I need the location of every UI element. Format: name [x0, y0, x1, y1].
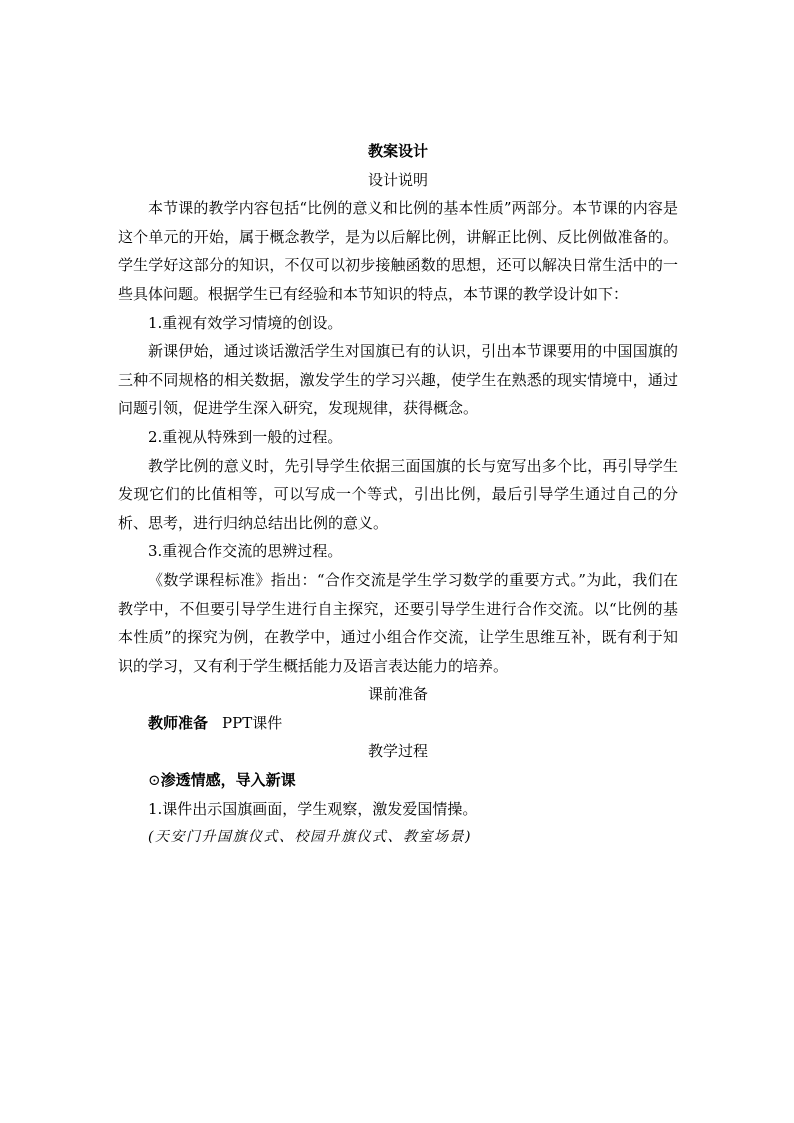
document-page	[118, 137, 678, 852]
point-3-paragraph: 《数学课程标准》指出：“合作交流是学生学习数学的重要方式。”为此，我们在教学中，不但要引导学生进行自主探究，还要引导学生进行合作交流。以“比例的基本性质”的探究为例，在教学中，通过小组合作交流，让学生思维互补，既有利于知识的学习，又有利于学生概括能力及语言表达能力的培养。	[118, 570, 678, 675]
intro-paragraph: 本节课的教学内容包括“比例的意义和比例的基本性质”两部分。本节课的内容是这个单元的开始，属于概念教学，是为以后解比例，讲解正比例、反比例做准备的。学生学好这部分的知识，不仅可以初步接触函数的思想，还可以解决日常生活中的一些具体问题。根据学生已有经验和本节知识的特点，本节课的教学设计如下：	[118, 199, 678, 303]
section-heading-process: 教学过程	[367, 742, 428, 761]
point-2-paragraph: 教学比例的意义时，先引导学生依据三面国旗的长与宽写出多个比，再引导学生发现它们的比值相等，可以写成一个等式，引出比例，最后引导学生通过自己的分析、思考，进行归纳总结出比例的意义。	[118, 456, 678, 532]
section-heading-preparation: 课前准备	[367, 685, 428, 704]
step-1-line: 1.课件出示国旗画面，学生观察，激发爱国情操。	[148, 799, 478, 818]
preparation-value: PPT课件	[222, 713, 283, 732]
step-heading	[118, 766, 678, 795]
point-1-title: 1.重视有效学习情境的创设。	[148, 313, 343, 332]
point-2-title: 2.重视从特殊到一般的过程。	[148, 427, 343, 446]
document-title: 教案设计	[367, 142, 428, 160]
preparation-line	[118, 709, 678, 738]
section-heading-design-notes: 设计说明	[367, 170, 428, 189]
point-1-paragraph: 新课伊始，通过谈话激活学生对国旗已有的认识，引出本节课要用的中国国旗的三种不同规格的相关数据，激发学生的学习兴趣，使学生在熟悉的现实情境中，通过问题引领，促进学生深入研究，发现规律，获得概念。	[118, 342, 678, 418]
circle-dot-icon: ⊙	[148, 771, 161, 790]
preparation-label: 教师准备	[148, 713, 209, 732]
step-title: 渗透情感，导入新课	[160, 771, 296, 790]
step-1-note: (天安门升国旗仪式、校园升旗仪式、教室场景)	[148, 829, 472, 846]
point-3-title: 3.重视合作交流的思辨过程。	[148, 542, 343, 561]
